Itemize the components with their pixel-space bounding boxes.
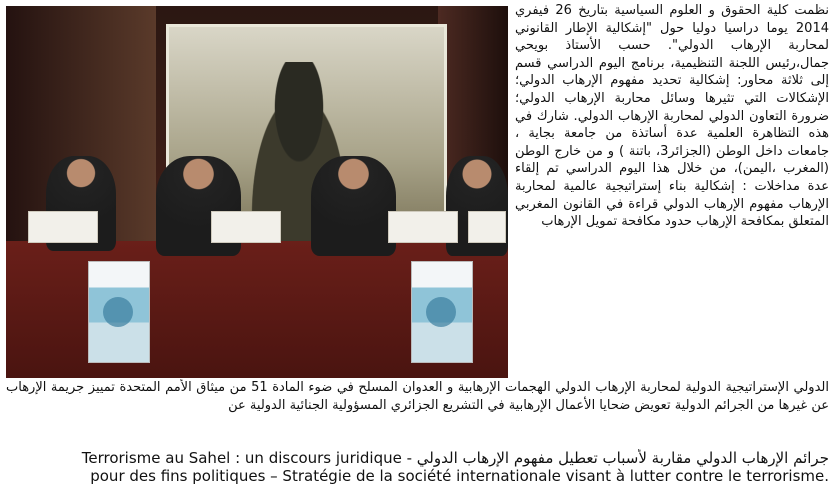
panelist-3 [311, 156, 396, 256]
nameplate-3 [388, 211, 458, 243]
conference-photo [6, 6, 508, 378]
poster-left [88, 261, 150, 363]
nameplate-2 [211, 211, 281, 243]
nameplate-1 [28, 211, 98, 243]
nameplate-4 [468, 211, 506, 243]
poster-right [411, 261, 473, 363]
article-line-french: pour des fins politiques – Stratégie de la société internationale visant à lutter contre le terrorisme. [90, 467, 829, 485]
article-bottom-arabic: الدولي الإستراتيجية الدولية لمحاربة الإرهاب الدولي الهجمات الإرهابية و العدوان المسلح في ضوء المادة 51 من ميثاق الأمم المتحدة تمييز جريمة الإرهاب عن غيرها من الجرائم الدولية تعويض ضحايا الأعمال الإرهابية في التشريع الجزائري المسؤولية الجنائية الدولية عن [6, 380, 829, 413]
article-column-right: نظمت كلية الحقوق و العلوم السياسية بتاريخ 26 فيفري 2014 يوما دراسيا دوليا حول "إشكالية الإطار القانوني لمحاربة الإرهاب الدولي". حسب الأستاذ بويحي جمال،رئيس اللجنة التنظيمية، برنامج اليوم الدراسي قسم إلى ثلاثة محاور: إشكالية تحديد مفهوم الإرهاب الدولي؛ الإشكالات التي تثيرها وسائل محاربة الإرهاب الدولي؛ ضرورة التعاون الدولي لمحاربة الإرهاب الدولي. شارك في هذه التظاهرة العلمية عدة أساتذة من جامعة بجاية ، جامعات داخل الوطن (الجزائر3، باتنة ) و من خارج الوطن (المغرب ،اليمن)، من خلال هذا اليوم الدراسي تم إلقاء عدة مداخلات : إشكالية بناء إستراتيجية عالمية لمحاربة الإرهاب مفهوم الإرهاب الدولي قراءة في القانون المغربي المتعلق بمكافحة الإرهاب حدود مكافحة تمويل الإرهاب [515, 3, 829, 230]
article-line-mixed: جرائم الإرهاب الدولي مقاربة لأسباب تعطيل مفهوم الإرهاب الدولي - Terrorisme au Sahel : un discours juridique [81, 449, 829, 467]
